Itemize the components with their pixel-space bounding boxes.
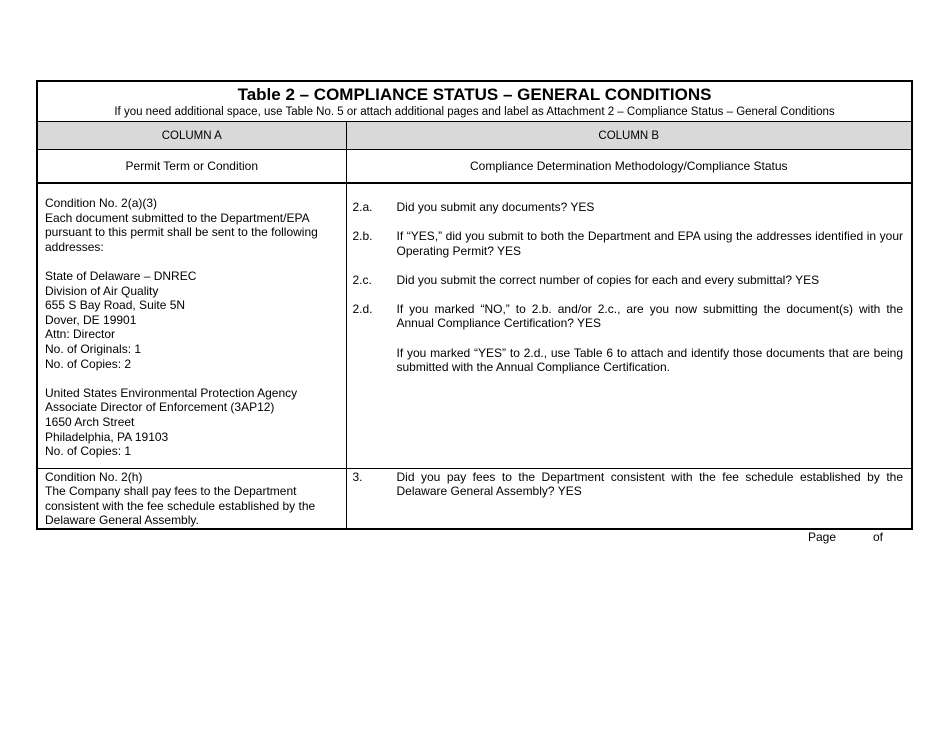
address-line: Associate Director of Enforcement (3AP12) (45, 400, 275, 415)
spacer (45, 371, 340, 386)
address-line: No. of Originals: 1 (45, 341, 142, 356)
question-item (353, 273, 904, 288)
question-number: 2.b. (352, 229, 373, 244)
condition-line: The Company shall pay fees to the Department (45, 484, 297, 499)
address-line: Dover, DE 19901 (45, 312, 137, 327)
condition-line: Each document submitted to the Department/EPA (45, 210, 310, 225)
address-line: No. of Copies: 1 (45, 444, 132, 459)
question-number: 2.a. (352, 200, 373, 214)
methodology-2a3-cell (346, 183, 912, 468)
page-of-label: of (873, 530, 884, 544)
question-text: Did you pay fees to the Department consistent with the fee schedule established by the Delaware General Assembly? YES (396, 469, 904, 499)
question-text: If “YES,” did you submit to both the Department and EPA using the addresses identified in your Operating Permit? YES (396, 229, 904, 258)
table-title-cell (37, 81, 912, 122)
column-header-row (37, 122, 912, 150)
condition-line: consistent with the fee schedule established by the (45, 498, 316, 513)
column-description-row (37, 150, 912, 184)
question-item (353, 470, 904, 499)
address-line: 1650 Arch Street (45, 414, 135, 429)
question-item (353, 229, 904, 258)
table-title: Table 2 – COMPLIANCE STATUS – GENERAL CONDITIONS (237, 85, 712, 104)
question-text: Did you submit the correct number of copies for each and every submittal? YES (396, 272, 820, 287)
condition-line: Condition No. 2(h) (45, 469, 143, 484)
question-number: 3. (352, 469, 363, 484)
address-line: United States Environmental Protection Agency (45, 385, 298, 400)
methodology-2h-cell (346, 468, 912, 529)
table-title-row (37, 81, 912, 122)
address-line: State of Delaware – DNREC (45, 268, 197, 283)
compliance-status-table (36, 80, 913, 530)
column-b-header: COLUMN B (346, 122, 912, 150)
address-line: 655 S Bay Road, Suite 5N (45, 298, 186, 313)
page-label: Page (808, 530, 837, 544)
address-line: No. of Copies: 2 (45, 356, 132, 371)
question-item (353, 200, 904, 215)
column-a-header: COLUMN A (37, 122, 346, 150)
question-text: If you marked “NO,” to 2.b. and/or 2.c., are you now submitting the document(s) with the Annual Compliance Certification? YES (396, 301, 904, 331)
condition-2h-cell (37, 468, 346, 529)
condition-line: Delaware General Assembly. (45, 513, 199, 528)
spacer (45, 254, 340, 269)
condition-line: addresses: (45, 239, 104, 254)
address-line: Division of Air Quality (45, 283, 159, 298)
question-item (353, 302, 904, 331)
condition-line: pursuant to this permit shall be sent to the following (45, 225, 318, 240)
question-text: Did you submit any documents? YES (396, 200, 595, 214)
address-line: Philadelphia, PA 19103 (45, 429, 169, 444)
table-row (37, 183, 912, 468)
column-b-description: Compliance Determination Methodology/Compliance Status (346, 150, 912, 184)
question-note: If you marked “YES” to 2.d., use Table 6 to attach and identify those documents that are being submitted with the Annual Compliance Certification. (396, 345, 904, 375)
question-number: 2.d. (352, 301, 373, 316)
table-row (37, 468, 912, 529)
column-a-description: Permit Term or Condition (37, 150, 346, 184)
question-number: 2.c. (352, 272, 372, 287)
address-line: Attn: Director (45, 327, 116, 342)
condition-line: Condition No. 2(a)(3) (45, 196, 158, 210)
condition-2a3-cell (37, 183, 346, 468)
table-subtitle: If you need additional space, use Table No. 5 or attach additional pages and label as Attachment 2 – Compliance Status – General Conditions (114, 106, 835, 118)
